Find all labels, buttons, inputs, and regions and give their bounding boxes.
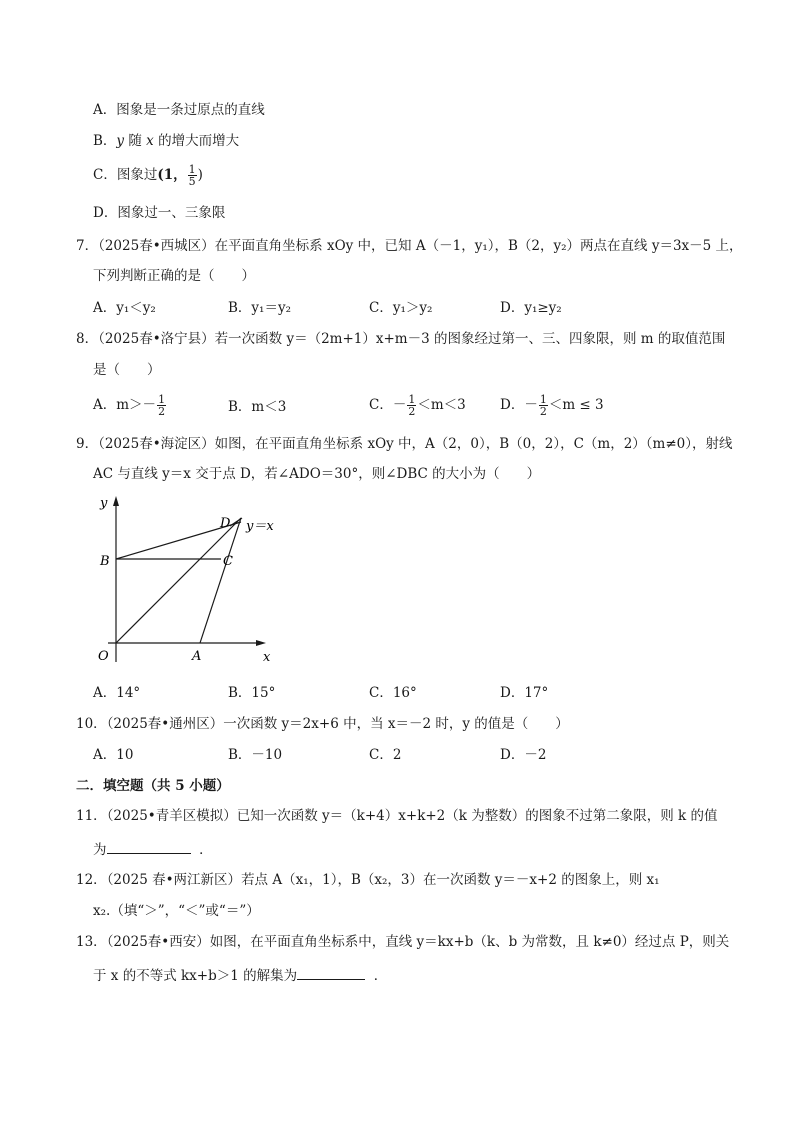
q8-stem-continued: 是（ ）: [93, 362, 161, 378]
fraction: $\frac{1}{2}$: [408, 393, 416, 418]
q12-stem-continued: x₂.（填“＞”，“＜”或“＝”）: [93, 903, 260, 919]
label-c: C: [223, 554, 233, 569]
fraction: $\frac{1}{5}$: [188, 163, 196, 188]
q9-stem: 9．（2025春•海淀区）如图，在平面直角坐标系 xOy 中，A（2，0），B（0，2），C（m，2）（m≠0），射线: [76, 436, 733, 452]
x-axis-arrow: [256, 640, 266, 646]
q10-option-c: C．2: [369, 747, 402, 763]
q8-stem: 8．（2025春•洛宁县）若一次函数 y＝（2m+1）x+m－3 的图象经过第一、三、四象限，则 m 的取值范围: [76, 331, 726, 347]
q7-option-d: D．y₁≥y₂: [500, 300, 562, 316]
label-line-equation: y＝x: [246, 519, 274, 534]
q8-option-d: D．－ $\frac{1}{2}$ ＜m ≤ 3: [500, 393, 604, 418]
y-axis-arrow: [113, 496, 119, 506]
section-heading: 二．填空题（共 5 小题）: [76, 778, 230, 794]
q8-option-a: A．m＞－ $\frac{1}{2}$: [93, 393, 166, 418]
q10-option-a: A．10: [93, 747, 134, 763]
q9-option-c: C．16°: [369, 685, 417, 701]
q7-option-a: A．y₁＜y₂: [93, 300, 156, 316]
q8-option-b: B．m＜3: [228, 399, 287, 415]
q7-option-c: C．y₁＞y₂: [369, 300, 433, 316]
q10-stem: 10．（2025春•通州区）一次函数 y＝2x+6 中，当 x＝－2 时，y 的值是（ ）: [76, 716, 569, 732]
q7-stem: 7．（2025春•西城区）在平面直角坐标系 xOy 中，已知 A（－1，y₁），B（2，y₂）两点在直线 y＝3x－5 上，: [76, 238, 743, 254]
q9-option-b: B．15°: [228, 685, 276, 701]
q7-stem-continued: 下列判断正确的是（ ）: [93, 268, 255, 284]
label-o: O: [98, 649, 109, 664]
q6-option-b: B．y 随 x 的增大而增大: [93, 133, 240, 149]
answer-blank: [107, 839, 191, 854]
label-x: x: [263, 650, 271, 665]
q13-stem: 13．（2025春•西安）如图，在平面直角坐标系中，直线 y＝kx+b（k、b 为常数，且 k≠0）经过点 P，则关: [76, 934, 730, 950]
fraction: $\frac{1}{2}$: [158, 393, 166, 418]
q6-option-d: D．图象过一、三象限: [93, 205, 226, 221]
q12-stem: 12．（2025 春•两江新区）若点 A（x₁，1），B（x₂，3）在一次函数 y＝－x+2 的图象上，则 x₁: [76, 872, 660, 888]
q9-option-a: A．14°: [93, 685, 141, 701]
q9-figure: [90, 490, 290, 670]
q11-stem-continued: 为 ．: [93, 839, 213, 860]
fraction: $\frac{1}{2}$: [539, 393, 547, 418]
ray-ac: [200, 518, 241, 643]
q6-option-c: C．图象过(1， $\frac{1}{5}$ ): [93, 163, 203, 188]
q8-option-c: C．－ $\frac{1}{2}$ ＜m＜3: [369, 393, 466, 418]
label-b: B: [100, 554, 110, 569]
answer-blank: [297, 965, 365, 980]
q13-stem-continued: 于 x 的不等式 kx+b＞1 的解集为 ．: [93, 965, 387, 986]
q10-option-d: D．－2: [500, 747, 547, 763]
line-y-equals-x: [116, 518, 241, 643]
label-y: y: [100, 496, 108, 511]
q7-option-b: B．y₁＝y₂: [228, 300, 291, 316]
q9-option-d: D．17°: [500, 685, 549, 701]
label-d: D: [220, 516, 231, 531]
q6-option-a: A．图象是一条过原点的直线: [93, 102, 265, 118]
q11-stem: 11．（2025•青羊区模拟）已知一次函数 y＝（k+4）x+k+2（k 为整数）的图象不过第二象限，则 k 的值: [76, 808, 718, 824]
q10-option-b: B．－10: [228, 747, 283, 763]
q9-stem-continued: AC 与直线 y＝x 交于点 D，若∠ADO＝30°，则∠DBC 的大小为（ ）: [93, 466, 541, 482]
label-a: A: [192, 649, 202, 664]
